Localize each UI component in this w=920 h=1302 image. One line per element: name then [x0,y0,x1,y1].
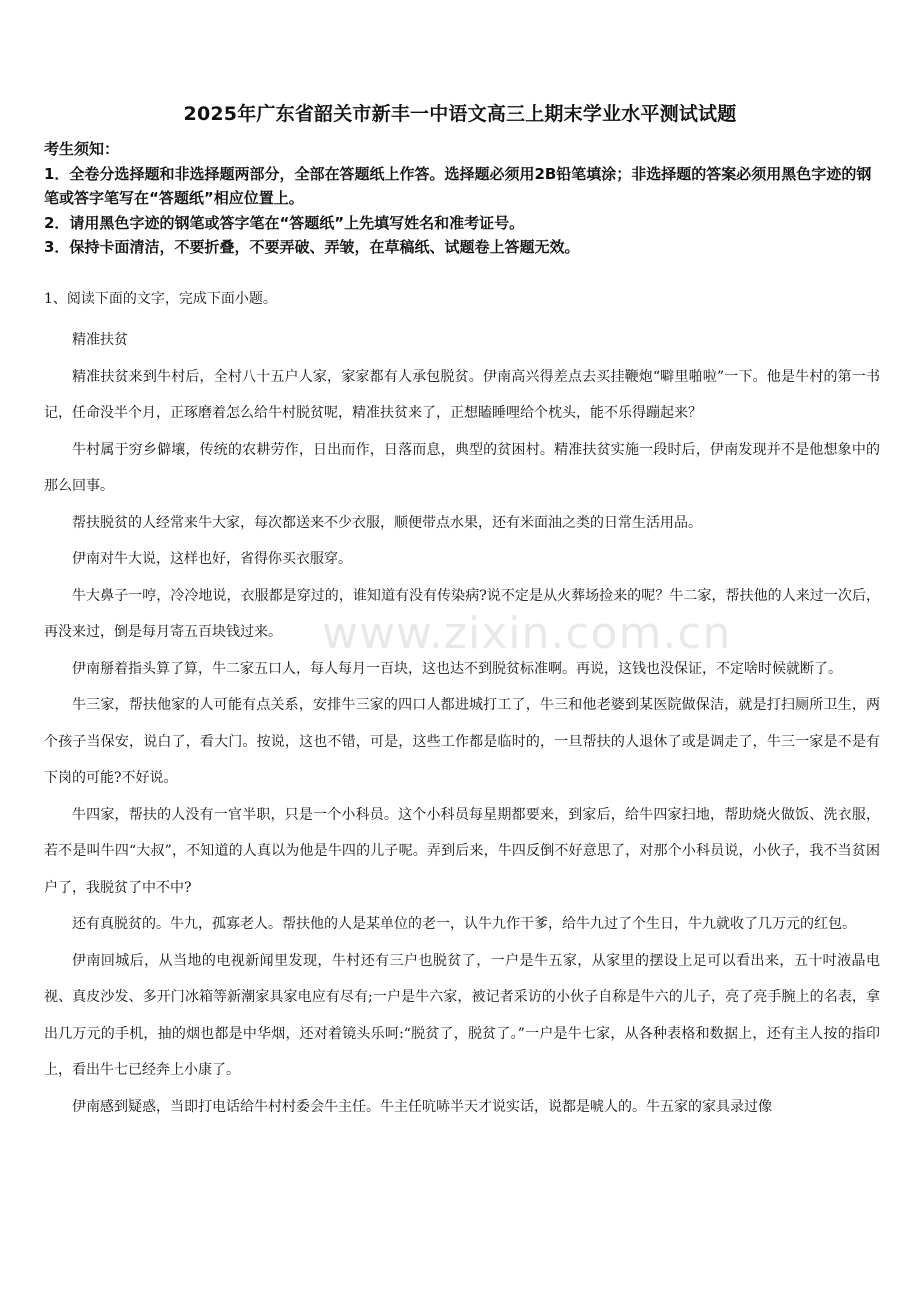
passage-paragraph: 牛四家，帮扶的人没有一官半职，只是一个小科员。这个小科员每星期都要来，到家后，给牛四家扫地，帮助烧火做饭、洗衣服，若不是叫牛四“大叔”，不知道的人真以为他是牛四的儿子呢。弄到后来，牛四反倒不好意思了，对那个小科员说，小伙子，我不当贫困户了，我脱贫了中不中? [44,806,880,896]
passage-title: 精准扶贫 [72,332,128,348]
candidate-notice [44,137,884,260]
notice-item: 1．全卷分选择题和非选择题两部分，全部在答题纸上作答。选择题必须用2B铅笔填涂；非选择题的答案必须用黑色字迹的钢笔或答字笔写在“答题纸”相应位置上。 [44,164,872,207]
passage-paragraph: 牛大鼻子一哼，冷冷地说，衣服都是穿过的，谁知道有没有传染病?说不定是从火葬场捡来的呢？牛二家，帮扶他的人来过一次后，再没来过，倒是每月寄五百块钱过来。 [44,587,880,640]
passage-paragraph: 帮扶脱贫的人经常来牛大家，每次都送来不少衣服，顺便带点水果，还有米面油之类的日常生活用品。 [72,514,702,531]
question-prompt: 1、阅读下面的文字，完成下面小题。 [44,291,277,307]
passage-paragraph: 伊南感到疑惑，当即打电话给牛村村委会牛主任。牛主任吭哧半天才说实话，说都是唬人的。牛五家的家具录过像 [72,1098,772,1115]
notice-heading: 考生须知： [44,140,120,158]
passage-paragraph: 精准扶贫来到牛村后，全村八十五户人家，家家都有人承包脱贫。伊南高兴得差点去买挂鞭炮“噼里啪啦”一下。他是牛村的第一书记，任命没半个月，正琢磨着怎么给牛村脱贫呢，精准扶贫来了，正想瞌睡哩给个枕头，能不乐得蹦起来？ [44,368,880,421]
passage-paragraph: 还有真脱贫的。牛九，孤寡老人。帮扶他的人是某单位的老一，认牛九作干爹，给牛九过了个生日，牛九就收了几万元的红包。 [72,916,856,932]
notice-item: 3．保持卡面清洁，不要折叠，不要弄破、弄皱，在草稿纸、试题卷上答题无效。 [44,238,580,256]
passage-paragraph: 伊南对牛大说，这样也好，省得你买衣服穿。 [72,551,352,567]
passage-paragraph: 伊南回城后，从当地的电视新闻里发现，牛村还有三户也脱贫了，一户是牛五家，从家里的摆设上足可以看出来，五十吋液晶电视、真皮沙发、多开门冰箱等新潮家具家电应有尽有;一户是牛六家，被记者采访的小伙子自称是牛六的儿子，亮了亮手腕上的名表，拿出几万元的手机，抽的烟也都是中华烟，还对着镜头乐呵:“脱贫了，脱贫了。”一户是牛七家，从各种表格和数据上，还有主人按的指印上，看出牛七已经奔上小康了。 [44,952,880,1078]
passage-paragraph: 牛村属于穷乡僻壤，传统的农耕劳作，日出而作，日落而息，典型的贫困村。精准扶贫实施一段时后，伊南发现并不是他想象中的那么回事。 [44,441,880,494]
reading-passage [44,322,880,1125]
passage-paragraph: 伊南掰着指头算了算，牛二家五口人，每人每月一百块，这也达不到脱贫标准啊。再说，这钱也没保证，不定啥时候就断了。 [72,660,842,677]
notice-item: 2．请用黑色字迹的钢笔或答字笔在“答题纸”上先填写姓名和准考证号。 [44,213,525,232]
watermark: www.zixin.com.cn [322,608,732,659]
passage-paragraph: 牛三家，帮扶他家的人可能有点关系，安排牛三家的四口人都进城打工了，牛三和他老婆到某医院做保洁，就是打扫厕所卫生，两个孩子当保安，说白了，看大门。按说，这也不错，可是，这些工作都是临时的，一旦帮扶的人退休了或是调走了，牛三一家是不是有下岗的可能?不好说。 [44,697,880,786]
exam-title: 2025年广东省韶关市新丰一中语文高三上期末学业水平测试试题 [183,103,737,125]
